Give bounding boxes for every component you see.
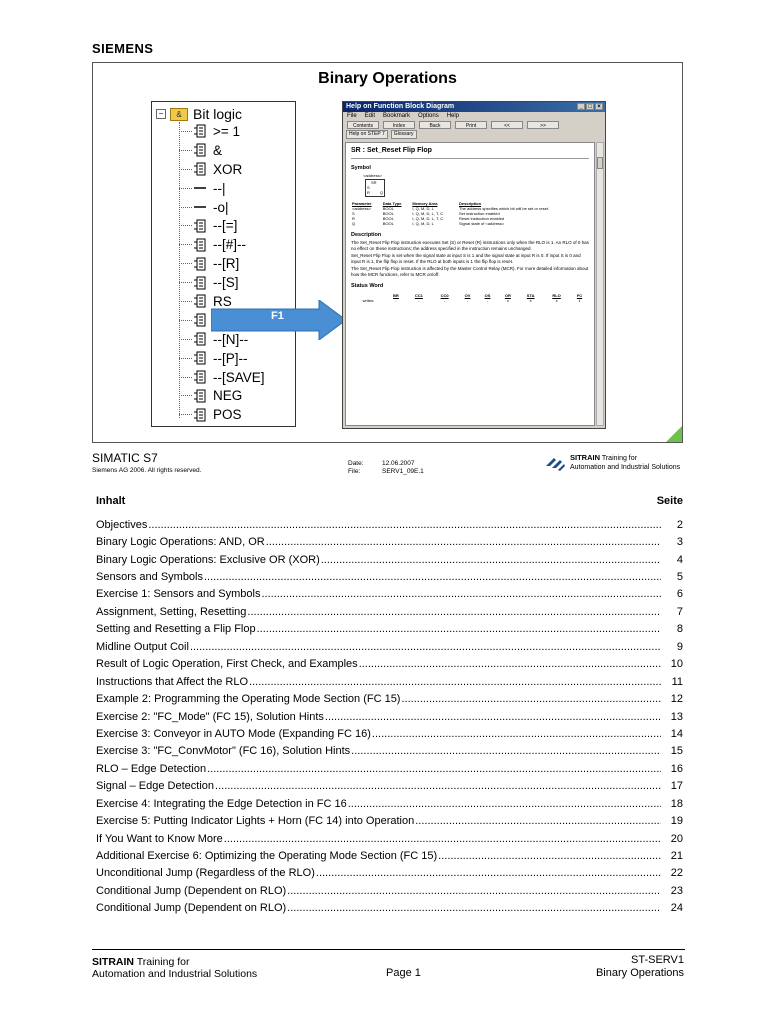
toc-entry[interactable] — [96, 882, 683, 899]
toc-entry-title: RLO – Edge Detection — [96, 762, 207, 775]
toc-entry-title: Assignment, Setting, Resetting — [96, 605, 247, 618]
table-cell: Q — [352, 221, 356, 226]
toc-leader-dots — [266, 536, 661, 548]
slide-title: Binary Operations — [318, 70, 457, 87]
table-cell: BOOL — [382, 211, 394, 216]
toc-entry[interactable] — [96, 603, 683, 620]
toc-entry-page: 11 — [671, 675, 683, 688]
toc-page-heading: Seite — [656, 495, 683, 507]
status-bit-header: OV — [464, 293, 471, 298]
toc-leader-dots — [359, 658, 661, 670]
tree-connector — [179, 263, 192, 264]
toc-entry-page: 8 — [676, 623, 683, 636]
toc-entry-page: 13 — [670, 710, 683, 723]
tree-connector — [179, 225, 192, 226]
toc-leader-dots — [207, 763, 661, 775]
help-nav-button[interactable]: Index — [383, 121, 415, 129]
tree-item-label: --[S] — [213, 275, 239, 291]
help-content — [345, 142, 595, 426]
date-file-info — [348, 460, 424, 475]
tree-item-label: RS — [213, 293, 232, 309]
footer-sitrain-tagline-1: Training for — [136, 956, 190, 968]
status-bit-header: BR — [393, 293, 399, 298]
status-bit-header: FC — [576, 293, 583, 298]
tree-item[interactable] — [179, 368, 266, 387]
toc-entry[interactable] — [96, 533, 683, 550]
toc-entry[interactable] — [96, 690, 683, 707]
toc-entry-page: 17 — [670, 780, 683, 793]
toc-entry[interactable] — [96, 900, 683, 917]
status-bit-value: 1 — [578, 298, 581, 303]
status-bit-header: CC1 — [414, 293, 423, 298]
status-bit-value: x — [555, 298, 558, 303]
block-icon — [193, 313, 207, 327]
tree-item[interactable] — [179, 386, 266, 405]
toc-entry[interactable] — [96, 586, 683, 603]
status-bit-value: - — [395, 298, 397, 303]
footer-sitrain-name: SITRAIN — [92, 956, 134, 968]
help-link-button[interactable]: Glossary — [391, 130, 417, 139]
toc-entry-page: 7 — [676, 605, 683, 618]
table-row — [351, 221, 589, 226]
toc-entry-title: Exercise 5: Putting Indicator Lights + Horn (FC 14) into Operation — [96, 815, 415, 828]
page-number: Page 1 — [386, 967, 421, 979]
toc-entry-page: 15 — [670, 745, 683, 758]
tree-item-label: POS — [213, 407, 242, 423]
tree-item[interactable] — [179, 122, 266, 141]
table-cell: BOOL — [382, 216, 394, 221]
block-icon — [193, 332, 207, 346]
tree-item[interactable] — [179, 273, 266, 292]
maximize-icon[interactable]: □ — [586, 103, 594, 110]
bit-logic-tree — [151, 101, 296, 427]
date-value: 12.06.2007 — [382, 460, 415, 467]
tree-item[interactable] — [179, 349, 266, 368]
sitrain-name: SITRAIN — [570, 453, 600, 462]
tree-item[interactable] — [179, 160, 266, 179]
tree-item-label: & — [213, 142, 223, 158]
toc-entry[interactable] — [96, 760, 683, 777]
sitrain-badge — [544, 453, 680, 472]
toc-leader-dots — [438, 850, 661, 862]
toc-entry-page: 14 — [670, 727, 683, 740]
status-bit-header: OS — [484, 293, 491, 298]
table-cell: The address specifies which bit will be set or reset. — [459, 206, 550, 211]
help-toolbar — [343, 120, 605, 130]
tree-connector — [179, 377, 192, 378]
status-bit-value: x — [506, 298, 509, 303]
help-title: Help on Function Block Diagram — [346, 103, 455, 110]
tree-connector — [179, 282, 192, 283]
status-bit-header: OR — [504, 293, 511, 298]
table-header: Parameter — [352, 201, 372, 206]
tree-connector — [179, 207, 192, 208]
status-bit-header: RLO — [552, 293, 561, 298]
block-icon — [193, 276, 207, 290]
table-header: Description — [459, 201, 482, 206]
tree-item[interactable] — [179, 235, 266, 254]
help-menu-item[interactable]: Edit — [364, 113, 376, 119]
toc-leader-dots — [372, 728, 661, 740]
status-bit-header: CC0 — [440, 293, 449, 298]
toc-entry[interactable] — [96, 708, 683, 725]
collapse-icon[interactable]: − — [156, 109, 166, 119]
toc-entry-page: 21 — [670, 850, 683, 863]
status-row-label: writes: — [362, 298, 375, 303]
tree-item-label: -o| — [213, 199, 229, 215]
toc-entry-page: 2 — [676, 518, 683, 531]
copyright: Siemens AG 2006. All rights reserved. — [92, 467, 202, 474]
brand-logo: SIEMENS — [92, 41, 154, 56]
help-menu-item[interactable]: File — [347, 113, 357, 119]
help-link-button[interactable]: Help on STEP 7 — [346, 130, 388, 139]
table-cell: I, Q, M, D, L, T, C — [412, 211, 444, 216]
toc-entry-title: Signal – Edge Detection — [96, 780, 215, 793]
toc-entry-title: Exercise 1: Sensors and Symbols — [96, 588, 261, 601]
toc-entry-page: 23 — [670, 884, 683, 897]
block-icon — [193, 257, 207, 271]
toc-entry-title: Conditional Jump (Dependent on RLO) — [96, 884, 287, 897]
tree-connector — [179, 395, 192, 396]
tree-item-label: --| — [213, 180, 226, 196]
toc-entry[interactable] — [96, 516, 683, 533]
tree-connector — [179, 339, 192, 340]
pin-r: R — [367, 190, 370, 195]
block-icon — [193, 389, 207, 403]
toc-entry[interactable] — [96, 795, 683, 812]
tree-root[interactable] — [156, 106, 242, 122]
toc-leader-dots — [249, 676, 661, 688]
table-cell: I, Q, M, D, L — [412, 221, 434, 226]
block-icon — [193, 219, 207, 233]
toc-leader-dots — [401, 693, 661, 705]
status-bit-value: - — [443, 298, 446, 303]
footer-sitrain-tagline-2: Automation and Industrial Solutions — [92, 968, 258, 980]
symbol-address: <address> — [363, 173, 382, 178]
file-label: File: — [348, 467, 361, 475]
doc-title: Binary Operations — [595, 967, 684, 979]
toc-entry[interactable] — [96, 621, 683, 638]
toc-leader-dots — [224, 833, 661, 845]
toc-entry[interactable] — [96, 568, 683, 585]
symbol-box-label: SR — [371, 180, 377, 185]
tree-connector — [179, 150, 192, 151]
help-titlebar — [343, 102, 605, 112]
toc-entry-page: 5 — [676, 571, 683, 584]
toc-entry-title: Objectives — [96, 518, 148, 531]
tree-connector — [179, 131, 192, 132]
tree-connector — [179, 320, 192, 321]
toc-entry[interactable] — [96, 865, 683, 882]
help-scrollbar[interactable] — [596, 142, 604, 426]
table-cell: Reset instruction enabled — [459, 216, 505, 221]
toc-entry-title: Additional Exercise 6: Optimizing the Operating Mode Section (FC 15) — [96, 850, 438, 863]
date-label: Date: — [348, 460, 364, 467]
status-bit-value: - — [466, 298, 469, 303]
toc-entry[interactable] — [96, 778, 683, 795]
toc-entry-page: 3 — [676, 536, 683, 549]
table-cell: R — [352, 216, 355, 221]
footer-doc-info — [596, 954, 684, 980]
toc-entry-title: Conditional Jump (Dependent on RLO) — [96, 902, 287, 915]
toc-entry-title: Result of Logic Operation, First Check, and Examples — [96, 658, 358, 671]
tree-item[interactable] — [179, 216, 266, 235]
toc-leader-dots — [148, 519, 661, 531]
sitrain-tagline-1: Training for — [601, 455, 637, 462]
table-cell: I, Q, M, D, L, T, C — [412, 216, 444, 221]
table-header: Memory Area — [412, 201, 438, 206]
description-paragraph: The Set_Reset Flip Flop instruction is affected by the Master Control Relay (MCR). For more detailed information about how the MCR functions, refer to MCR on/off. — [351, 266, 589, 277]
help-nav-button[interactable]: >> — [527, 121, 559, 129]
file-value: SERV1_09E.1 — [382, 467, 424, 475]
table-cell: Set instruction enabled — [459, 211, 500, 216]
help-heading: SR : Set_Reset Flip Flop — [351, 147, 432, 154]
toc-entry-page: 6 — [676, 588, 683, 601]
folder-icon: & — [170, 108, 188, 121]
toc-entry-title: Exercise 4: Integrating the Edge Detection in FC 16 — [96, 797, 347, 810]
toc-leader-dots — [316, 867, 661, 879]
block-icon — [193, 408, 207, 422]
description-paragraph: The Set_Reset Flip Flop instruction executes Set (S) or Reset (R) instructions only when the RLO is 1. An RLO of 0 has no effect on these instructions; the address specified in the instruction remains unchanged. — [351, 240, 589, 251]
tree-item[interactable] — [179, 141, 266, 160]
block-icon — [193, 370, 207, 384]
tree-item[interactable] — [179, 254, 266, 273]
toc-leader-dots — [325, 711, 661, 723]
toc-entry-title: Exercise 2: "FC_Mode" (FC 15), Solution Hints — [96, 710, 324, 723]
help-nav-button[interactable]: << — [491, 121, 523, 129]
status-word-heading: Status Word — [351, 283, 384, 289]
toc-entry[interactable] — [96, 551, 683, 568]
tree-connector — [179, 188, 192, 189]
toc-leader-dots — [215, 780, 661, 792]
toc-entry[interactable] — [96, 673, 683, 690]
toc-leader-dots — [351, 745, 661, 757]
toc-leader-dots — [287, 902, 661, 914]
table-cell: <address> — [352, 206, 371, 211]
toc-entry-page: 18 — [670, 797, 683, 810]
symbol-box — [365, 179, 385, 197]
toc-entry[interactable] — [96, 847, 683, 864]
toc-entry-title: Unconditional Jump (Regardless of the RLO) — [96, 867, 315, 880]
toc-entry-page: 10 — [670, 658, 683, 671]
tree-item-label: --[#]-- — [213, 237, 246, 253]
toc-entry-title: Exercise 3: Conveyor in AUTO Mode (Expanding FC 16) — [96, 727, 371, 740]
contact-icon — [193, 181, 207, 195]
block-icon — [193, 124, 207, 138]
toc-entry[interactable] — [96, 743, 683, 760]
block-icon — [193, 143, 207, 157]
sr-symbol — [357, 173, 397, 197]
sitrain-tagline-2: Automation and Industrial Solutions — [570, 464, 681, 471]
toc-leader-dots — [247, 606, 661, 618]
tree-item-label: >= 1 — [213, 123, 241, 139]
close-icon[interactable]: × — [595, 103, 603, 110]
block-icon — [193, 162, 207, 176]
tree-connector — [179, 301, 192, 302]
toc-entry-page: 12 — [670, 693, 683, 706]
contact-icon — [193, 200, 207, 214]
tree-item-label: --[P]-- — [213, 350, 248, 366]
toc-leader-dots — [190, 641, 661, 653]
minimize-icon[interactable]: _ — [577, 103, 585, 110]
table-cell: Signal state of <address> — [459, 221, 505, 226]
doc-id: ST-SERV1 — [631, 954, 684, 966]
help-window — [342, 101, 606, 429]
scroll-thumb[interactable] — [597, 157, 603, 169]
toc-leader-dots — [321, 554, 661, 566]
footer-divider — [92, 949, 685, 950]
toc-entry-title: Binary Logic Operations: AND, OR — [96, 536, 265, 549]
toc-entry-page: 22 — [670, 867, 683, 880]
toc-entry[interactable] — [96, 812, 683, 829]
help-links — [343, 130, 605, 139]
toc-leader-dots — [287, 885, 661, 897]
tree-item[interactable] — [179, 405, 266, 424]
toc-leader-dots — [204, 571, 661, 583]
toc-entry-title: Binary Logic Operations: Exclusive OR (XOR) — [96, 553, 320, 566]
corner-marker — [666, 426, 682, 442]
tree-item-label: XOR — [213, 161, 243, 177]
table-cell: BOOL — [382, 221, 394, 226]
description-heading: Description — [351, 232, 382, 238]
toc-entry-title: Sensors and Symbols — [96, 571, 203, 584]
status-bit-value: x — [529, 298, 532, 303]
f1-label: F1 — [271, 310, 284, 322]
symbol-heading: Symbol — [351, 165, 371, 171]
toc-heading: Inhalt — [96, 495, 126, 507]
block-icon — [193, 351, 207, 365]
pin-q: Q — [379, 190, 383, 195]
help-menubar — [343, 112, 605, 120]
tree-items — [179, 122, 266, 424]
help-menu-item[interactable]: Options — [418, 113, 439, 119]
tree-root-label: Bit logic — [193, 106, 243, 122]
tree-connector — [179, 358, 192, 359]
tree-connector — [179, 244, 192, 245]
status-bit-header: STA — [526, 293, 535, 298]
toc-leader-dots — [415, 815, 661, 827]
toc-entry[interactable] — [96, 656, 683, 673]
tree-item[interactable] — [179, 198, 266, 217]
divider — [351, 158, 589, 159]
toc-entry-title: If You Want to Know More — [96, 832, 223, 845]
help-menu-item[interactable]: Help — [446, 113, 460, 119]
toc-leader-dots — [261, 588, 661, 600]
help-menu-item[interactable]: Bookmark — [383, 113, 411, 119]
status-word-table — [351, 293, 589, 303]
toc-entry-page: 4 — [676, 553, 683, 566]
toc-entry-title: Exercise 3: "FC_ConvMotor" (FC 16), Solution Hints — [96, 745, 351, 758]
status-bit-value: - — [486, 298, 489, 303]
block-icon — [193, 294, 207, 308]
toc-leader-dots — [348, 798, 661, 810]
toc-leader-dots — [257, 623, 661, 635]
tree-item-label: NEG — [213, 388, 243, 404]
footer-sitrain — [92, 956, 257, 980]
toc-entry-title: Example 2: Programming the Operating Mode Section (FC 15) — [96, 693, 401, 706]
tree-item-label: --[SAVE] — [213, 369, 265, 385]
toc-entry-title: Midline Output Coil — [96, 640, 189, 653]
help-nav-button[interactable]: Print — [455, 121, 487, 129]
table-header: Data Type — [382, 201, 402, 206]
pin-s: S — [367, 185, 370, 190]
tree-item[interactable] — [179, 179, 266, 198]
status-bit-value: - — [418, 298, 420, 303]
description-paragraph: Set_Reset Flip Flop is set when the signal state at input S is 1 and the signal state at input R is 0. If input S is 0 and input R is 1, the flip flop is reset. If the RLO at both inputs is 1 the flip flop is reset. — [351, 253, 581, 264]
toc-entry-title: Setting and Resetting a Flip Flop — [96, 623, 256, 636]
toc-header — [96, 495, 683, 507]
toc-entry-page: 19 — [670, 815, 683, 828]
toc-entry-page: 24 — [670, 902, 683, 915]
tree-item-label: --[R] — [213, 256, 240, 272]
help-nav-button[interactable]: Contents — [347, 121, 379, 129]
table-cell: BOOL — [382, 206, 394, 211]
toc-entry-title: Instructions that Affect the RLO — [96, 675, 249, 688]
tree-item-label: --[N]-- — [213, 331, 249, 347]
toc-entry[interactable] — [96, 638, 683, 655]
tree-connector — [179, 414, 192, 415]
toc-entry-page: 20 — [670, 832, 683, 845]
toc-entry-page: 9 — [676, 640, 683, 653]
table-of-contents — [96, 516, 683, 917]
slide-frame — [92, 62, 683, 443]
sitrain-logo-icon — [544, 454, 566, 472]
block-icon — [193, 238, 207, 252]
product-name: SIMATIC S7 — [92, 451, 158, 465]
toc-entry[interactable] — [96, 725, 683, 742]
tree-item-label: --[=] — [213, 218, 238, 234]
toc-entry-page: 16 — [670, 762, 683, 775]
table-cell: I, Q, M, D, L — [412, 206, 434, 211]
tree-connector — [179, 169, 192, 170]
table-cell: S — [352, 211, 355, 216]
help-nav-button[interactable]: Back — [419, 121, 451, 129]
parameter-table — [351, 201, 589, 226]
toc-entry[interactable] — [96, 830, 683, 847]
